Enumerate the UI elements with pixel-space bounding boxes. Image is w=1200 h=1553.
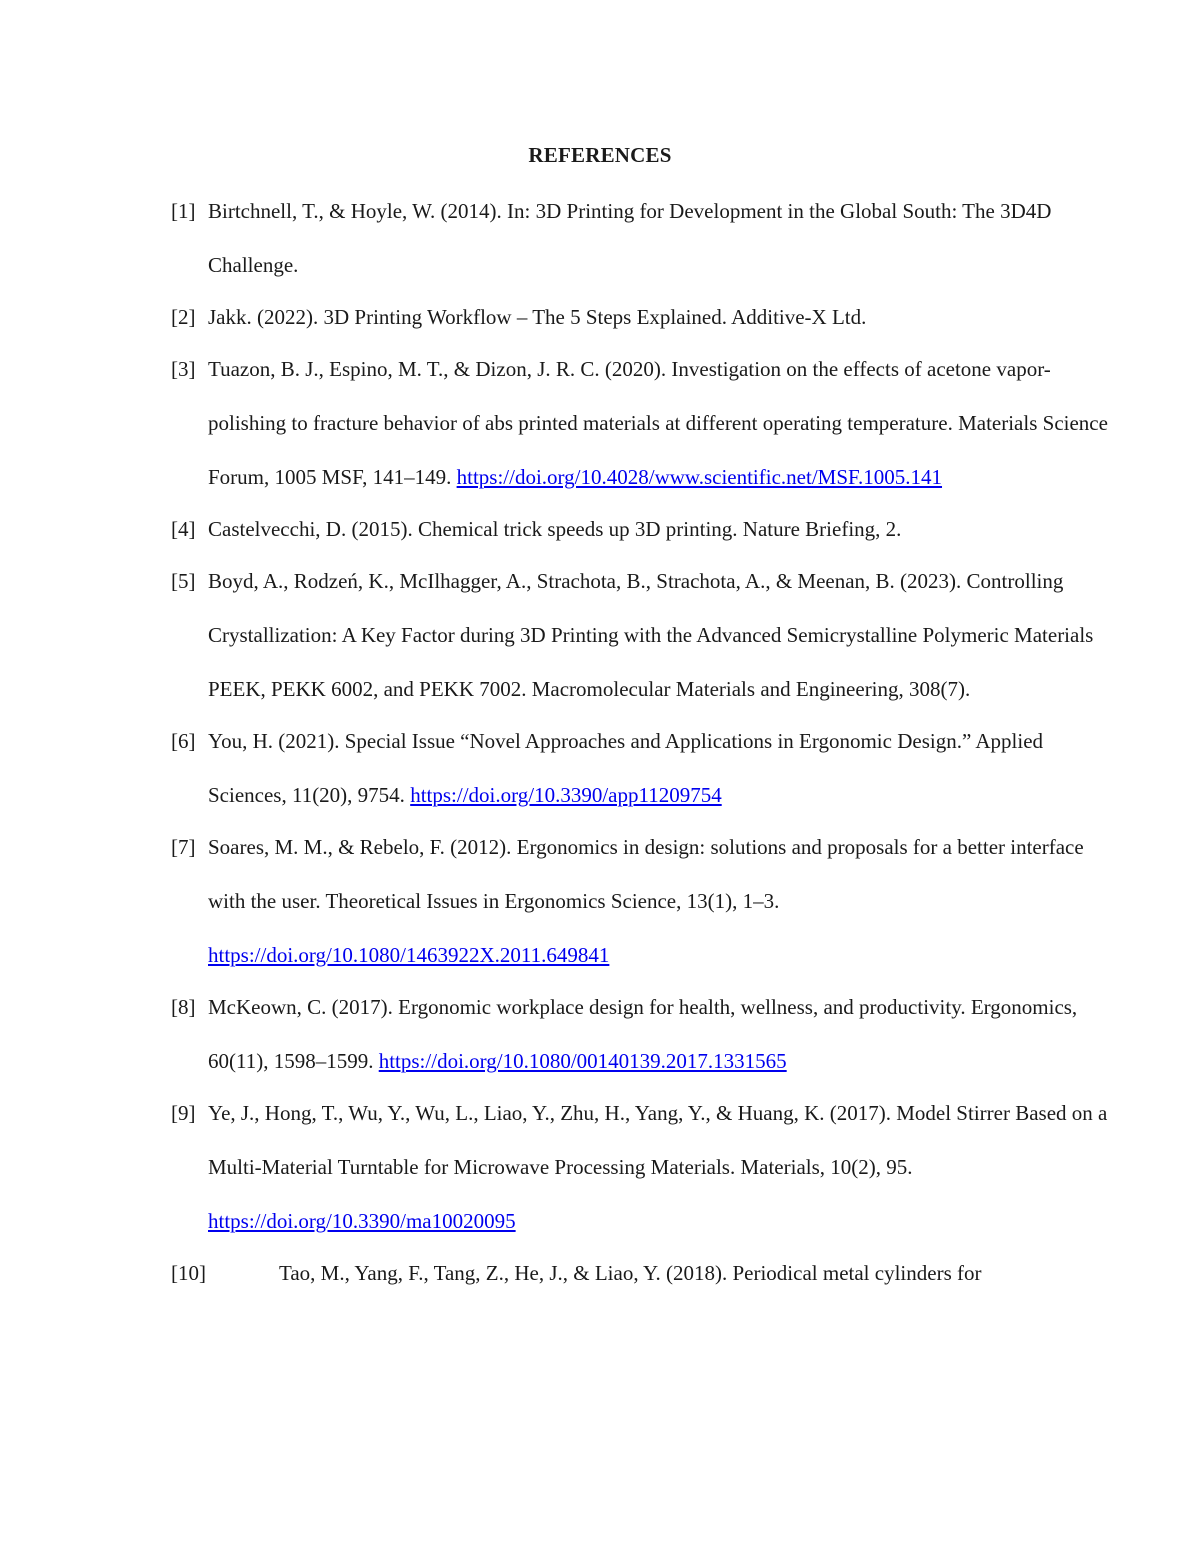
reference-text (208, 502, 1111, 556)
reference-list (171, 184, 1111, 1298)
reference-number: [2] (171, 305, 196, 329)
reference-number: [6] (171, 729, 196, 753)
reference-item (171, 980, 1111, 1088)
reference-number: [10] (171, 1261, 206, 1285)
page-title: REFERENCES (528, 143, 672, 167)
reference-text (208, 714, 1111, 822)
reference-item (171, 290, 1111, 344)
reference-number: [4] (171, 517, 196, 541)
reference-item (171, 502, 1111, 556)
doi-link[interactable]: https://doi.org/10.1080/1463922X.2011.649841 (208, 943, 610, 967)
reference-item (171, 714, 1111, 822)
doi-link[interactable]: https://doi.org/10.1080/00140139.2017.1331565 (378, 1049, 787, 1073)
reference-item (171, 554, 1111, 716)
reference-citation: Boyd, A., Rodzeń, K., McIlhagger, A., Strachota, B., Strachota, A., & Meenan, B. (2023). Controlling Crystallization: A Key Factor during 3D Printing with the Advanced Semicrystalline Polymeric Materials PEEK, PEKK 6002, and PEKK 7002. Macromolecular Materials and Engineering, 308(7). (208, 569, 1094, 701)
reference-text (208, 342, 1111, 504)
reference-number: [8] (171, 995, 196, 1019)
doi-link[interactable]: https://doi.org/10.3390/app11209754 (410, 783, 722, 807)
reference-text (208, 980, 1111, 1088)
reference-text (208, 820, 1111, 982)
reference-item (171, 184, 1111, 292)
reference-text (279, 1246, 1111, 1300)
reference-citation: McKeown, C. (2017). Ergonomic workplace design for health, wellness, and productivity. Ergonomics, 60(11), 1598–1599. (208, 995, 1078, 1073)
reference-item (171, 820, 1111, 982)
reference-number: [5] (171, 569, 196, 593)
reference-text (208, 554, 1111, 716)
reference-citation: You, H. (2021). Special Issue “Novel Approaches and Applications in Ergonomic Design.” Applied Sciences, 11(20), 9754. (208, 729, 1044, 807)
reference-text (208, 1086, 1111, 1248)
reference-item (171, 1246, 1111, 1300)
reference-number: [7] (171, 835, 196, 859)
reference-citation: Birtchnell, T., & Hoyle, W. (2014). In: 3D Printing for Development in the Global South: The 3D4D Challenge. (208, 199, 1052, 277)
reference-number: [1] (171, 199, 196, 223)
reference-citation: Jakk. (2022). 3D Printing Workflow – The 5 Steps Explained. Additive-X Ltd. (208, 305, 867, 329)
reference-citation: Tao, M., Yang, F., Tang, Z., He, J., & Liao, Y. (2018). Periodical metal cylinders for (279, 1261, 982, 1285)
reference-citation: Soares, M. M., & Rebelo, F. (2012). Ergonomics in design: solutions and proposals for a better interface with the user. Theoretical Issues in Ergonomics Science, 13(1), 1–3. (208, 835, 1084, 913)
reference-citation: Castelvecchi, D. (2015). Chemical trick speeds up 3D printing. Nature Briefing, 2. (208, 517, 902, 541)
reference-number: [9] (171, 1101, 196, 1125)
reference-item (171, 1086, 1111, 1248)
reference-item (171, 342, 1111, 504)
reference-text (208, 290, 1111, 344)
reference-citation: Tuazon, B. J., Espino, M. T., & Dizon, J. R. C. (2020). Investigation on the effects of acetone vapor-polishing to fracture behavior of abs printed materials at different operating temperature. Materials Science Forum, 1005 MSF, 141–149. (208, 357, 1108, 489)
reference-text (208, 184, 1111, 292)
doi-link[interactable]: https://doi.org/10.3390/ma10020095 (208, 1209, 516, 1233)
doi-link[interactable]: https://doi.org/10.4028/www.scientific.net/MSF.1005.141 (456, 465, 943, 489)
reference-citation: Ye, J., Hong, T., Wu, Y., Wu, L., Liao, Y., Zhu, H., Yang, Y., & Huang, K. (2017). Model Stirrer Based on a Multi-Material Turntable for Microwave Processing Materials. Materials, 10(2), 95. (208, 1101, 1108, 1179)
reference-number: [3] (171, 357, 196, 381)
